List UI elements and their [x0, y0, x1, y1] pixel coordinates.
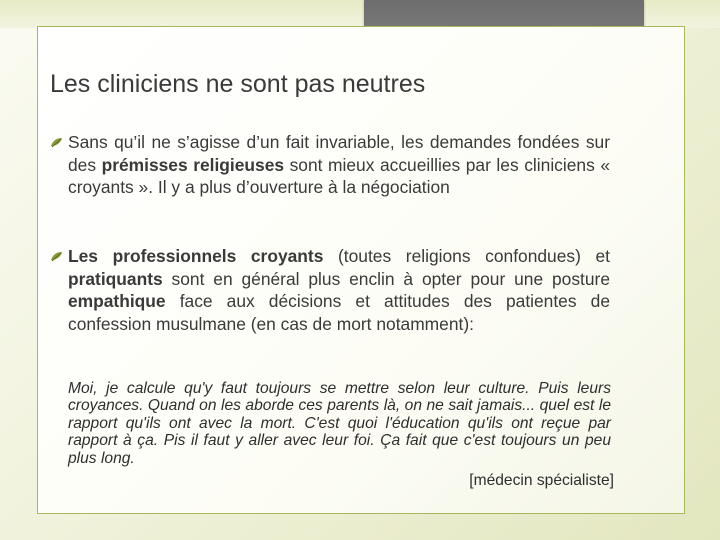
bullet-text: Sans qu’il ne s’agisse d’un fait invariable, les demandes fondées sur des prémisses religieuses sont mieux accueillies par les cliniciens « croyants ». Il y a plus d’ouverture à la négociation [68, 132, 610, 198]
slide-title: Les cliniciens ne sont pas neutres [50, 70, 426, 98]
bullet-item [50, 245, 610, 335]
quote-text: Moi, je calcule qu'y faut toujours se mettre selon leur culture. Puis leurs croyances. Quand on les aborde ces parents là, on ne sait jamais... quel est le rapport qu'ils ont avec la mort. C'est quoi l'éducation qu'ils ont reçue par rapport à ça. Pis il faut y aller avec leur foi. Ça fait que c'est toujours un peu plus long. [68, 380, 611, 467]
bullet-text: Les professionnels croyants (toutes religions confondues) et pratiquants sont en général plus enclin à opter pour une posture empathique face aux décisions et attitudes des patientes de confession musulmane (en cas de mort notamment): [68, 246, 610, 334]
leaf-arrow-icon [50, 250, 64, 262]
leaf-arrow-icon [50, 136, 64, 148]
quote-attribution: [médecin spécialiste] [469, 472, 614, 489]
bullet-item [50, 131, 610, 199]
